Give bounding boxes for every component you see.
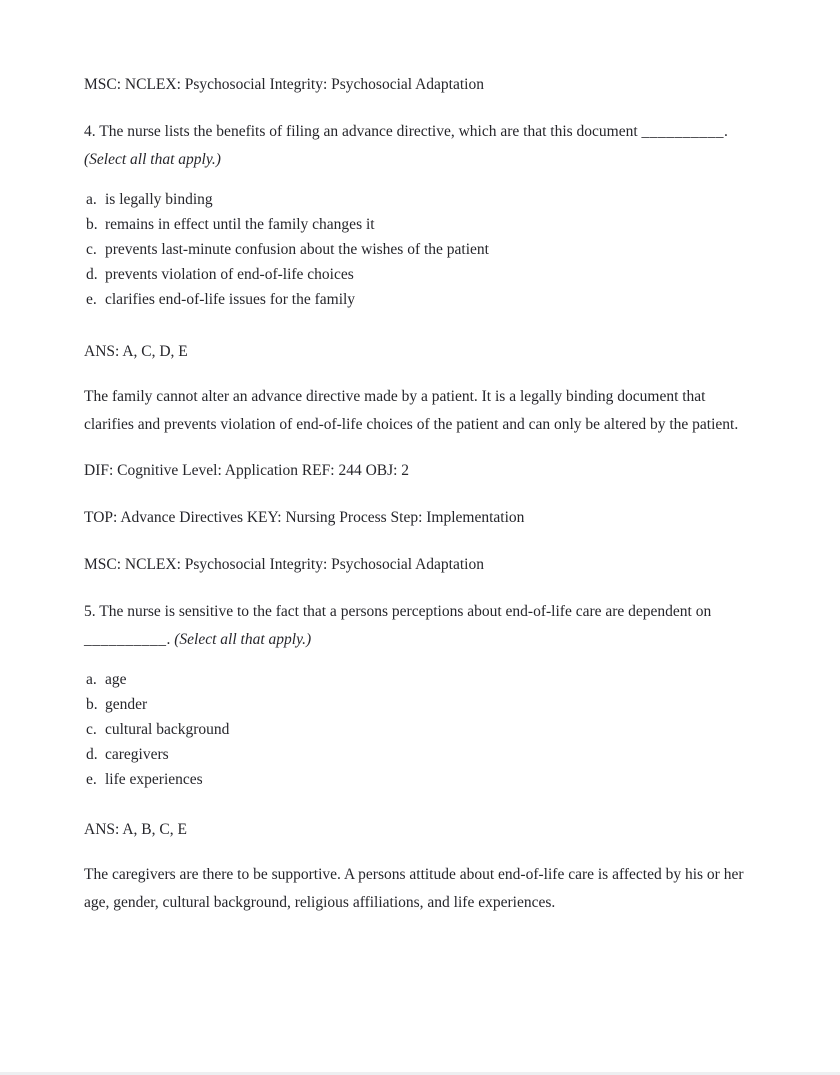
option-text: prevents last-minute confusion about the wishes of the patient xyxy=(105,241,489,258)
option-text: remains in effect until the family changes it xyxy=(105,216,375,233)
dif-line: DIF: Cognitive Level: Application REF: 244 OBJ: 2 xyxy=(84,462,410,479)
option-letter: b. xyxy=(86,696,98,713)
option-letter: e. xyxy=(86,291,97,308)
question-4-options xyxy=(84,187,756,312)
option-row-c xyxy=(86,237,756,262)
fill-in-blank: __________ xyxy=(641,123,725,140)
option-text: prevents violation of end-of-life choices xyxy=(105,266,354,283)
option-text: age xyxy=(105,671,127,688)
question-5-text: 5. The nurse is sensitive to the fact that a persons perceptions about end-of-life care are dependent on xyxy=(84,603,712,620)
select-all-note: (Select all that apply.) xyxy=(84,151,221,168)
option-letter: c. xyxy=(86,721,97,738)
blank-punctuation: . xyxy=(166,631,171,648)
question-4-text: 4. The nurse lists the benefits of filing an advance directive, which are that this document xyxy=(84,123,638,140)
question-4-stem xyxy=(84,118,756,174)
option-row-b xyxy=(86,692,756,717)
msc-line-previous-question: MSC: NCLEX: Psychosocial Integrity: Psychosocial Adaptation xyxy=(84,76,484,93)
option-text: clarifies end-of-life issues for the family xyxy=(105,291,356,308)
rationale-paragraph: The family cannot alter an advance directive made by a patient. It is a legally binding document that clarifies and prevents violation of end-of-life choices of the patient and can only be altered by the patient. xyxy=(84,388,739,433)
top-line: TOP: Advance Directives KEY: Nursing Process Step: Implementation xyxy=(84,509,525,526)
select-all-note: (Select all that apply.) xyxy=(174,631,312,648)
option-text: cultural background xyxy=(105,721,230,738)
option-row-d xyxy=(86,262,756,287)
option-row-a xyxy=(86,187,756,212)
option-row-b xyxy=(86,212,756,237)
answer-line: ANS: A, C, D, E xyxy=(84,343,188,360)
option-text: gender xyxy=(105,696,148,713)
question-5-block xyxy=(84,598,756,917)
question-4-block xyxy=(84,118,756,579)
option-row-e xyxy=(86,287,756,312)
option-row-a xyxy=(86,667,756,692)
option-row-c xyxy=(86,717,756,742)
question-5-stem xyxy=(84,598,756,654)
option-letter: a. xyxy=(86,671,97,688)
option-row-d xyxy=(86,742,756,767)
blank-punctuation: . xyxy=(724,123,728,140)
option-letter: c. xyxy=(86,241,97,258)
answer-line: ANS: A, B, C, E xyxy=(84,821,187,838)
option-text: caregivers xyxy=(105,746,169,763)
option-letter: d. xyxy=(86,746,98,763)
option-text: is legally binding xyxy=(105,191,213,208)
question-5-options xyxy=(84,667,756,792)
option-letter: a. xyxy=(86,191,97,208)
option-letter: b. xyxy=(86,216,98,233)
option-letter: e. xyxy=(86,771,97,788)
msc-line: MSC: NCLEX: Psychosocial Integrity: Psychosocial Adaptation xyxy=(84,556,484,573)
option-text: life experiences xyxy=(105,771,203,788)
rationale-paragraph: The caregivers are there to be supportive. A persons attitude about end-of-life care is affected by his or her age, gender, cultural background, religious affiliations, and life experiences. xyxy=(84,866,744,911)
fill-in-blank: __________ xyxy=(84,631,167,648)
option-letter: d. xyxy=(86,266,98,283)
option-row-e xyxy=(86,767,756,792)
